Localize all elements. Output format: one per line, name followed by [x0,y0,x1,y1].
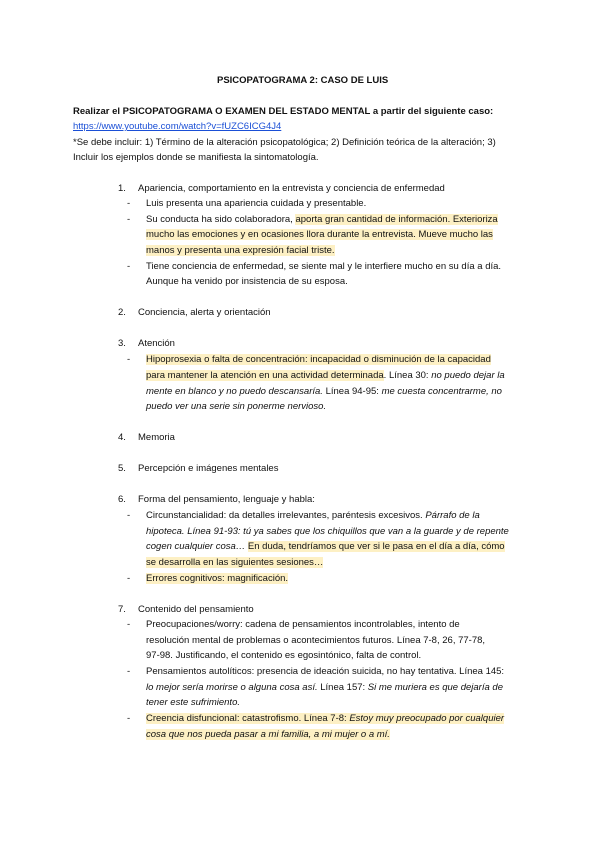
quote-text: me cuesta concentrarme, no [381,386,502,397]
quote-text: Estoy muy preocupado por cualquier [349,713,505,724]
plain-text: Línea 94-95: [322,386,382,397]
section-number: 7. [118,604,126,615]
highlighted-text: En duda, tendríamos que ver si le pasa en el día a día, cómo [247,541,505,552]
plain-text: Línea 157: [317,682,368,693]
note-line-2: Incluir los ejemplos donde se manifiesta la sintomatología. [73,152,319,163]
plain-text: Su conducta ha sido colaboradora, [146,214,296,225]
quote-text: cogen cualquier cosa… [146,541,248,552]
bullet-text: Pensamientos autolíticos: presencia de ideación suicida, no hay tentativa. Línea 145: [146,666,505,677]
section-heading: Memoria [138,432,175,443]
quote-text: no puedo dejar la [431,370,505,381]
intro-instruction: Realizar el PSICOPATOGRAMA O EXAMEN DEL ESTADO MENTAL a partir del siguiente caso: [73,106,494,117]
video-link[interactable]: https://www.youtube.com/watch?v=fUZC6ICG4J4 [73,121,282,132]
section-heading: Percepción e imágenes mentales [138,463,279,474]
section-heading: Forma del pensamiento, lenguaje y habla: [138,494,315,505]
highlighted-text: Errores cognitivos: magnificación. [146,573,289,584]
section-number: 5. [118,463,126,474]
bullet-dash: - [127,619,131,630]
highlighted-text: Creencia disfuncional: catastrofismo. Línea 7-8: [146,713,350,724]
bullet-text: 97-98. Justificando, el contenido es egosintónico, falta de control. [146,650,422,661]
highlighted-text: mucho las emociones y en ocasiones llora durante la entrevista. Mueve mucho las [146,229,493,240]
bullet-dash: - [127,261,131,272]
section-heading: Contenido del pensamiento [138,604,254,615]
quote-text: tener este sufrimiento. [146,697,240,708]
bullet-text: resolución mental de problemas o acontecimientos futuros. Línea 7-8, 26, 77-78, [146,635,486,646]
bullet-text: Preocupaciones/worry: cadena de pensamientos incontrolables, intento de [146,619,460,630]
highlighted-text: Hipoprosexia o falta de concentración: incapacidad o disminución de la capacidad [146,354,491,365]
quote-text: hipoteca. Línea 91-93: tú ya sabes que los chiquillos que van a la guarde y de repente [146,526,509,537]
bullet-text: Tiene conciencia de enfermedad, se siente mal y le interfiere mucho en su día a día. [146,261,502,272]
bullet-dash: - [127,510,131,521]
highlighted-text: aporta gran cantidad de información. Exterioriza [295,214,498,225]
bullet-dash: - [127,198,131,209]
quote-text: puedo ver una serie sin ponerme nervioso. [146,401,327,412]
section-number: 3. [118,338,126,349]
section-number: 1. [118,183,126,194]
bullet-text: Aunque ha venido por insistencia de su esposa. [146,276,348,287]
section-heading: Apariencia, comportamiento en la entrevista y conciencia de enfermedad [138,183,445,194]
highlighted-text: manos y presenta una expresión facial triste. [146,245,335,256]
quote-text: mente en blanco y no puedo descansaría. [146,386,323,397]
plain-text: Circunstancialidad: da detalles irrelevantes, paréntesis excesivos. [146,510,426,521]
bullet-text [146,214,498,226]
quote-text: lo mejor sería morirse o alguna cosa así. [146,682,318,693]
bullet-dash: - [127,573,131,584]
quote-text: cosa que nos pueda pasar a mi familia, a mi mujer o a mí. [146,729,390,740]
plain-text: . Línea 30: [383,370,432,381]
section-number: 2. [118,307,126,318]
doc-title: PSICOPATOGRAMA 2: CASO DE LUIS [217,75,389,86]
highlighted-text: se desarrolla en las siguientes sesiones… [146,557,324,568]
bullet-dash: - [127,666,131,677]
highlighted-text: para mantener la atención en una actividad determinada [146,370,384,381]
section-number: 6. [118,494,126,505]
section-number: 4. [118,432,126,443]
bullet-dash: - [127,354,131,365]
quote-text: Si me muriera es que dejaría de [367,682,503,693]
section-heading: Atención [138,338,175,349]
note-line-1: *Se debe incluir: 1) Término de la alteración psicopatológica; 2) Definición teórica de la alteración; 3) [73,137,496,148]
bullet-dash: - [127,214,131,225]
bullet-text: Luis presenta una apariencia cuidada y presentable. [146,198,367,209]
quote-text: Párrafo de la [425,510,480,521]
bullet-dash: - [127,713,131,724]
section-heading: Conciencia, alerta y orientación [138,307,271,318]
